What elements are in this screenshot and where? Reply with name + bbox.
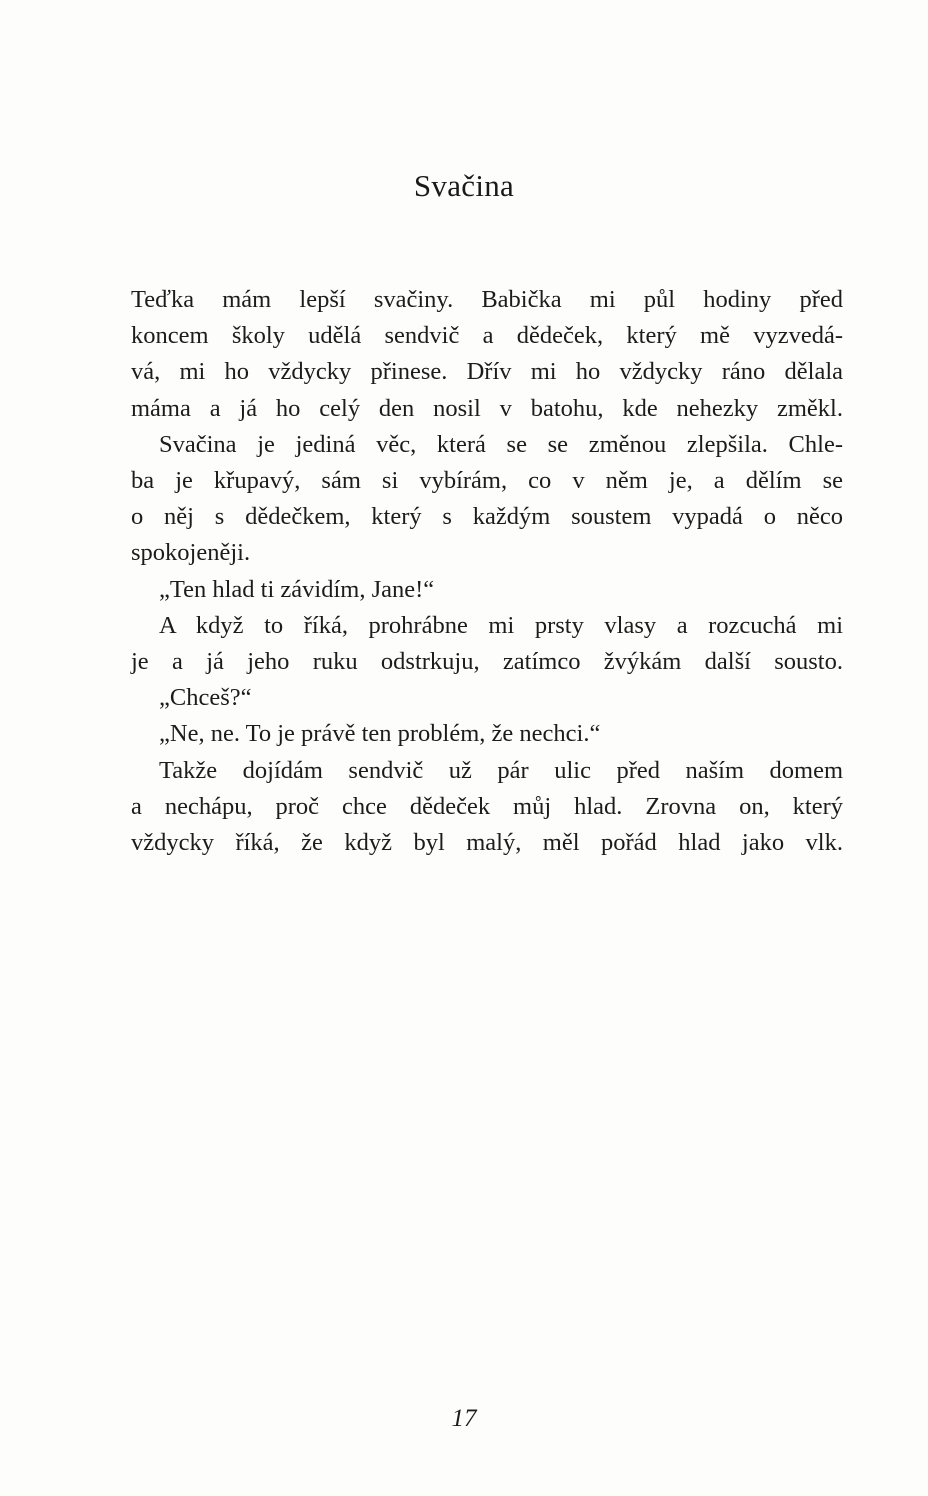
text-line: je a já jeho ruku odstrkuju, zatímco žvýkám další sousto. <box>131 648 843 676</box>
text-line: vždycky říká, že když byl malý, měl pořád hlad jako vlk. <box>131 829 843 857</box>
text-line: spokojeněji. <box>131 539 251 567</box>
text-line: ba je křupavý, sám si vybírám, co v něm je, a dělím se <box>131 467 843 495</box>
text-line: o něj s dědečkem, který s každým soustem vypadá o něco <box>131 503 843 531</box>
body-text <box>131 282 843 861</box>
text-line: Takže dojídám sendvič už pár ulic před naším domem <box>159 756 843 784</box>
text-line: vá, mi ho vždycky přinese. Dřív mi ho vždycky ráno dělala <box>131 358 843 386</box>
text-line: A když to říká, prohrábne mi prsty vlasy a rozcuchá mi <box>159 611 843 639</box>
text-line: „Ne, ne. To je právě ten problém, že nechci.“ <box>159 720 601 748</box>
text-line: koncem školy udělá sendvič a dědeček, který mě vyzvedá- <box>131 322 843 350</box>
text-line: „Chceš?“ <box>159 684 252 712</box>
text-line: máma a já ho celý den nosil v batohu, kde nehezky změkl. <box>131 394 843 422</box>
text-line: Teďka mám lepší svačiny. Babička mi půl hodiny před <box>131 286 843 313</box>
page-number: 17 <box>451 1405 477 1432</box>
text-line: a nechápu, proč chce dědeček můj hlad. Zrovna on, který <box>131 792 843 820</box>
text-line: Svačina je jediná věc, která se se změnou zlepšila. Chle- <box>159 430 843 458</box>
chapter-title: Svačina <box>413 168 515 203</box>
text-line: „Ten hlad ti závidím, Jane!“ <box>159 575 435 603</box>
